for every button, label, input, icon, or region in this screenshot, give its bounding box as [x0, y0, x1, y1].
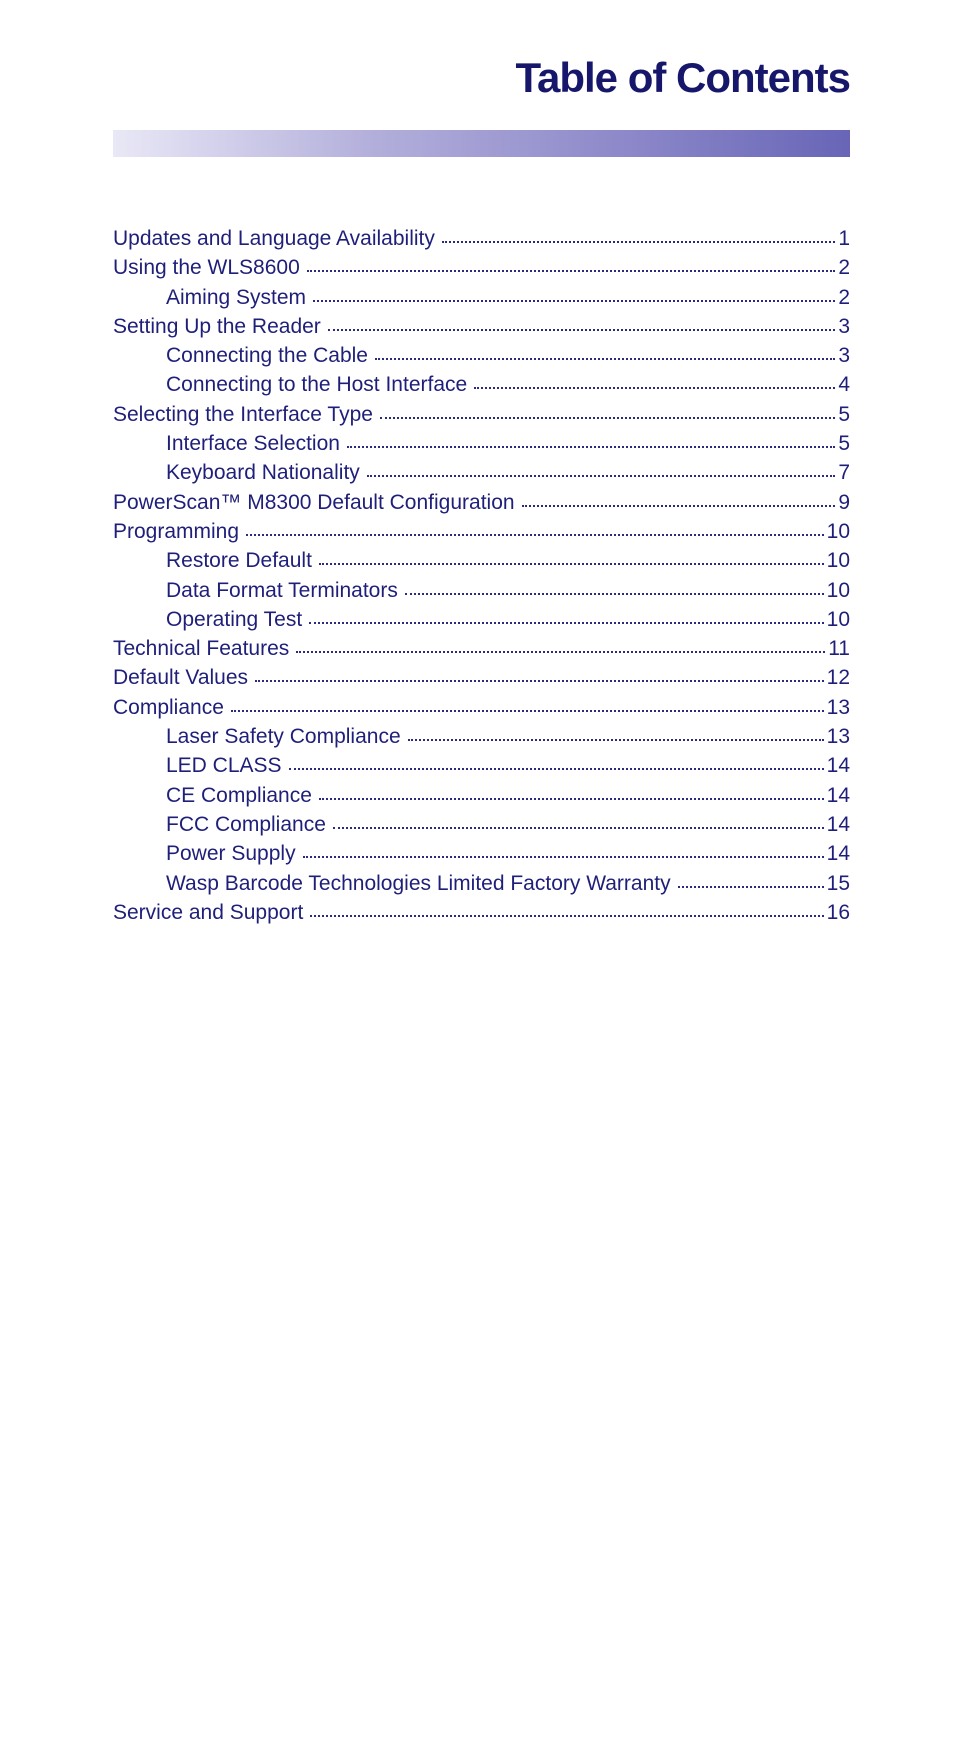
- toc-entry[interactable]: [113, 429, 850, 458]
- dot-leader: [328, 325, 836, 331]
- toc-entry-page-number: 7: [838, 461, 850, 485]
- toc-entry-page-number: 10: [826, 549, 850, 573]
- toc-entry[interactable]: [113, 898, 850, 927]
- toc-entry[interactable]: [113, 400, 850, 429]
- toc-entry-label: Using the WLS8600: [113, 256, 300, 280]
- toc-entry-page-number: 2: [838, 285, 850, 309]
- dot-leader: [303, 852, 824, 858]
- toc-entry[interactable]: [113, 488, 850, 517]
- toc-entry[interactable]: [113, 663, 850, 692]
- dot-leader: [231, 706, 824, 712]
- toc-entry-page-number: 1: [838, 227, 850, 250]
- toc-entry-label: Compliance: [113, 695, 224, 719]
- toc-entry-page-number: 16: [826, 900, 850, 924]
- toc-entry[interactable]: [113, 458, 850, 487]
- dot-leader: [319, 794, 824, 800]
- toc-entry-label: Updates and Language Availability: [113, 227, 435, 250]
- dot-leader: [246, 530, 824, 536]
- dot-leader: [310, 911, 823, 917]
- dot-leader: [333, 823, 824, 829]
- toc-entry[interactable]: [113, 634, 850, 663]
- toc-entry-label: Setting Up the Reader: [113, 314, 321, 338]
- toc-entry-label: Connecting to the Host Interface: [166, 373, 468, 397]
- toc-entry[interactable]: [113, 370, 850, 399]
- toc-entry-label: Keyboard Nationality: [166, 461, 360, 485]
- toc-entry[interactable]: [113, 693, 850, 722]
- toc-entry-page-number: 10: [826, 578, 850, 602]
- toc-entry-label: Programming: [113, 519, 240, 543]
- toc-entry-page-number: 3: [838, 344, 850, 368]
- toc-entry[interactable]: [113, 312, 850, 341]
- toc-entry-label: Operating Test: [166, 607, 303, 631]
- toc-entry-page-number: 15: [826, 871, 850, 895]
- toc-entry-page-number: 3: [838, 314, 850, 338]
- toc-entry-label: PowerScan™ M8300 Default Configuration: [113, 490, 515, 514]
- dot-leader: [375, 354, 835, 360]
- toc-entry-label: LED CLASS: [166, 754, 282, 778]
- dot-leader: [678, 882, 824, 888]
- dot-leader: [405, 589, 824, 595]
- dot-leader: [347, 442, 835, 448]
- toc-entry-label: Service and Support: [113, 900, 304, 924]
- toc-entry-label: FCC Compliance: [166, 812, 326, 836]
- toc-entry[interactable]: [113, 722, 850, 751]
- toc-entry[interactable]: [113, 517, 850, 546]
- toc-entry-page-number: 14: [826, 783, 850, 807]
- toc-entry[interactable]: [113, 283, 850, 312]
- dot-leader: [255, 676, 824, 682]
- toc-entry-label: Laser Safety Compliance: [166, 725, 401, 749]
- toc-entry-page-number: 10: [826, 607, 850, 631]
- toc-entry-label: Interface Selection: [166, 432, 340, 456]
- toc-entry[interactable]: [113, 810, 850, 839]
- dot-leader: [474, 383, 835, 389]
- toc-entry-page-number: 13: [826, 695, 850, 719]
- dot-leader: [313, 296, 835, 302]
- dot-leader: [309, 618, 823, 624]
- toc-entry[interactable]: [113, 781, 850, 810]
- toc-entry[interactable]: [113, 869, 850, 898]
- dot-leader: [296, 647, 825, 653]
- dot-leader: [319, 559, 824, 565]
- toc-entry-page-number: 13: [826, 725, 850, 749]
- toc-entry-page-number: 14: [826, 842, 850, 866]
- dot-leader: [522, 501, 836, 507]
- toc-entry[interactable]: [113, 576, 850, 605]
- toc-entry-label: Restore Default: [166, 549, 312, 573]
- dot-leader: [289, 764, 824, 770]
- toc-entry-page-number: 14: [826, 754, 850, 778]
- toc-entry-page-number: 4: [838, 373, 850, 397]
- dot-leader: [380, 413, 835, 419]
- dot-leader: [408, 735, 824, 741]
- toc-entry[interactable]: [113, 751, 850, 780]
- toc-entry-page-number: 10: [826, 519, 850, 543]
- toc-entry-label: Technical Features: [113, 637, 290, 661]
- toc-entry-label: Selecting the Interface Type: [113, 402, 373, 426]
- toc-entry-page-number: 5: [838, 402, 850, 426]
- toc-entry-label: Connecting the Cable: [166, 344, 368, 368]
- toc-entry-page-number: 12: [826, 666, 850, 690]
- toc-entry-label: Default Values: [113, 666, 249, 690]
- toc-entry-page-number: 5: [838, 432, 850, 456]
- toc-entry[interactable]: [113, 341, 850, 370]
- dot-leader: [367, 471, 836, 477]
- toc-entry-label: CE Compliance: [166, 783, 312, 807]
- dot-leader: [442, 237, 835, 243]
- toc-entry-page-number: 2: [838, 256, 850, 280]
- toc-entry[interactable]: [113, 224, 850, 253]
- toc-entry[interactable]: [113, 546, 850, 575]
- toc-entry-label: Power Supply: [166, 842, 296, 866]
- toc-entry-label: Aiming System: [166, 285, 307, 309]
- toc-entry-page-number: 9: [838, 490, 850, 514]
- toc-entry-label: Data Format Terminators: [166, 578, 398, 602]
- toc-entry-label: Wasp Barcode Technologies Limited Factory Warranty: [166, 871, 671, 895]
- toc-entry-page-number: 14: [826, 812, 850, 836]
- title-gradient-bar: [113, 130, 850, 157]
- toc-entry[interactable]: [113, 839, 850, 868]
- toc-entry[interactable]: [113, 253, 850, 282]
- toc-entry[interactable]: [113, 605, 850, 634]
- toc-entry-page-number: 11: [828, 637, 850, 661]
- dot-leader: [307, 266, 836, 272]
- page-title: Table of Contents: [515, 54, 850, 101]
- table-of-contents: [113, 224, 850, 927]
